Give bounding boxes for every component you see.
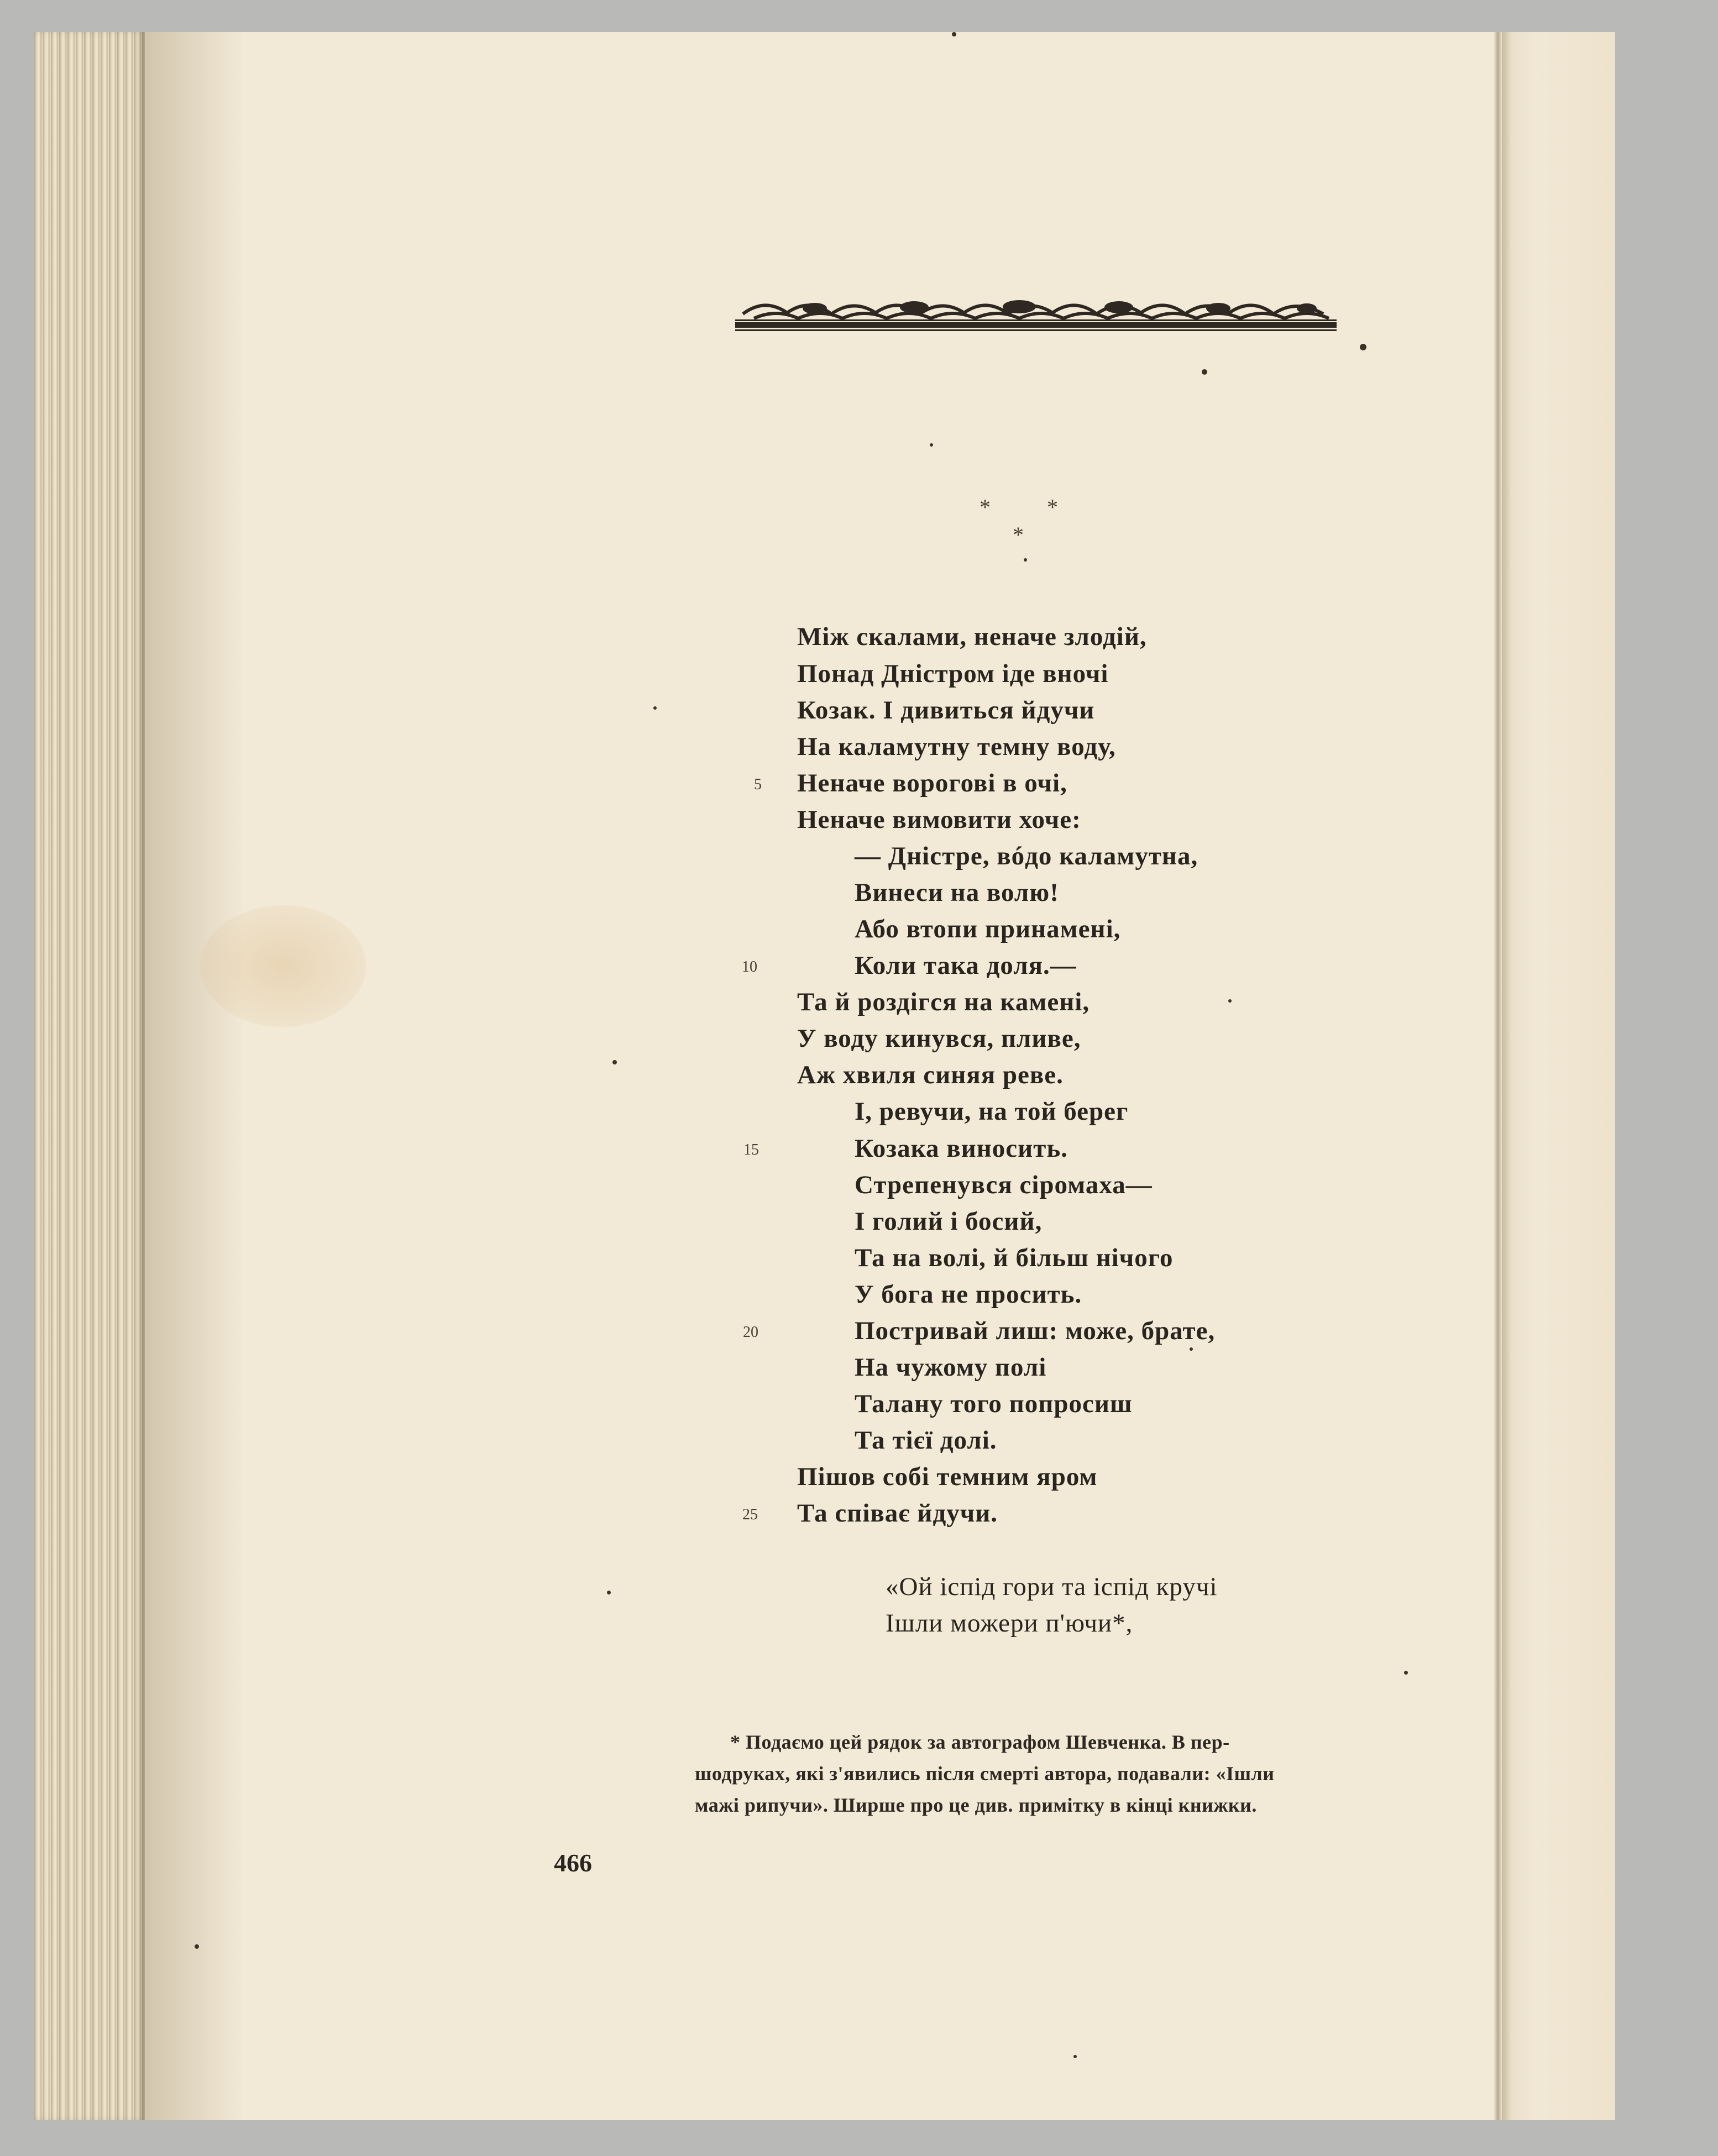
line-number: 15 [743,1141,759,1158]
paper-speck [1360,344,1366,350]
floral-band-ornament-icon [732,292,1340,336]
song-line: Ішли можери п'ючи*, [886,1609,1133,1638]
footnote-line: шодруках, які з'явились після смерті автора, подавали: «Ішли [695,1762,1275,1785]
poem-line: — Дністре, вóдо каламутна, [855,842,1198,870]
asterism [974,496,1085,557]
footnote [695,1727,1400,1821]
poem-line: Та співає йдучи. [797,1499,998,1528]
line-number: 5 [754,776,762,793]
paper-speck [952,32,956,36]
poem-line: І, ревучи, на той берег [855,1097,1129,1126]
poem-line: Талану того попросиш [855,1389,1133,1418]
line-number: 25 [742,1506,758,1523]
page-edges [34,32,145,2120]
poem-line: Між скалами, неначе злодій, [797,622,1147,651]
line-number: 10 [742,958,757,975]
poem-line: Неначе вимовити хоче: [797,805,1081,834]
poem-line: Винеси на волю! [855,878,1059,907]
paper-speck [653,706,657,710]
paper-speck [930,443,933,447]
paper-stain [200,905,366,1027]
footnote-line: * Подаємо цей рядок за автографом Шевченка. В пер- [730,1731,1230,1753]
poem-line: У бога не просить. [855,1280,1082,1309]
fold-shadow [1494,32,1502,2120]
poem-line: Козака виносить. [855,1134,1068,1163]
paper-speck [1404,1671,1408,1675]
song-line: «Ой іспід гори та іспід кручі [886,1572,1218,1601]
poem-line: Неначе ворогові в очі, [797,769,1067,798]
paper-speck [612,1060,617,1064]
poem-line: Та й роздігся на камені, [797,988,1090,1016]
footnote-line: мажі рипучи». Ширше про це див. примітку в кінці книжки. [695,1794,1257,1816]
poem-line: Понад Дністром іде вночі [797,659,1109,688]
facing-page-edge [1502,32,1615,2120]
page-number: 466 [554,1849,592,1877]
poem-line: У воду кинувся, пливе, [797,1024,1081,1053]
paper-speck [1228,999,1232,1003]
poem-line: Коли така доля.— [855,951,1077,980]
paper-speck [1190,1347,1193,1351]
poem-line: Стрепенувся сіромаха— [855,1171,1153,1199]
poem-line: І голий і босий, [855,1207,1043,1236]
asterisk-glyph: * [1013,522,1024,547]
poem-line: Та на волі, й більш нічого [855,1244,1174,1272]
asterisk-glyph: * [1047,495,1058,520]
paper-speck [1073,2055,1077,2058]
poem-line: На чужому полі [855,1353,1047,1382]
paper-speck [1202,369,1207,375]
paper-speck [607,1591,611,1594]
book-page [34,32,1615,2120]
poem-line: Постривай лиш: може, брате, [855,1316,1216,1345]
paper-speck [195,1944,199,1949]
poem-line: Та тієї долі. [855,1426,997,1455]
gutter-shadow [145,32,244,2120]
poem-line: Пішов собі темним яром [797,1462,1098,1491]
asterisk-glyph: * [980,495,991,520]
poem-line: На каламутну темну воду, [797,732,1116,761]
poem-line: Козак. І дивиться йдучи [797,696,1095,725]
poem-line: Аж хвиля синяя реве. [797,1061,1064,1089]
line-number: 20 [743,1324,758,1341]
poem-line: Або втопи принамені, [855,915,1121,943]
paper-speck [1024,558,1027,562]
